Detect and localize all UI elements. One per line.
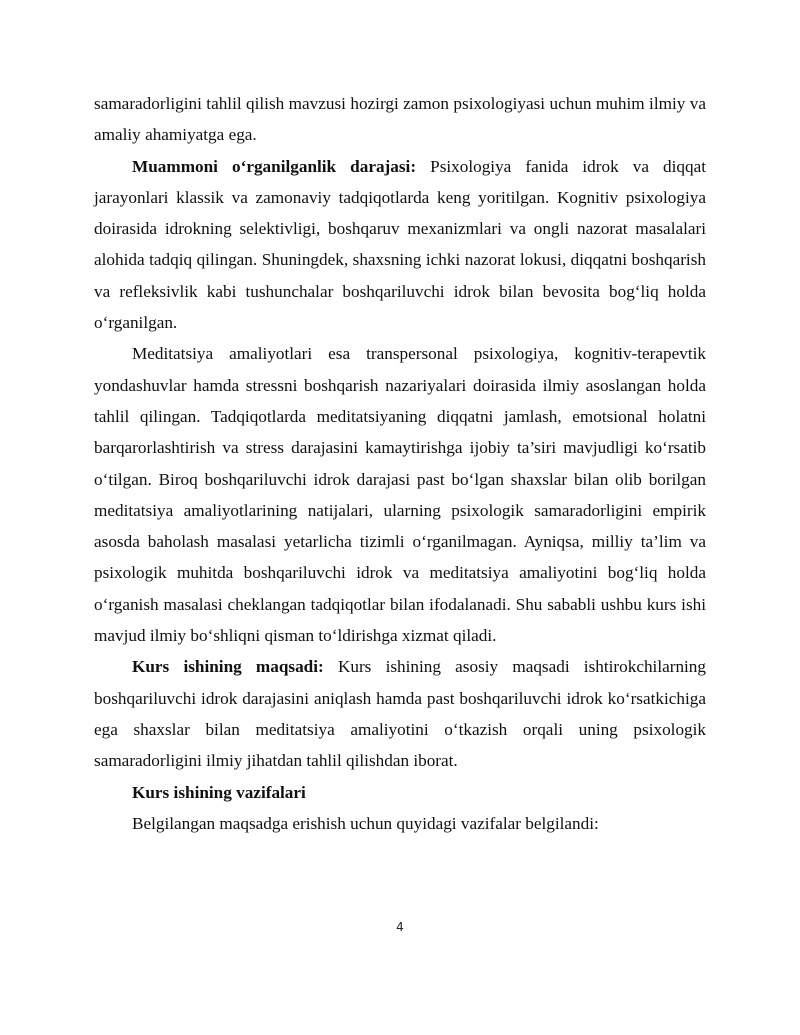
paragraph-goal	[94, 651, 706, 776]
heading-text: Kurs ishining vazifalari	[132, 782, 306, 802]
paragraph-text: Psixologiya fanida idrok va diqqat jarayonlari klassik va zamonaviy tadqiqotlarda keng yoritilgan. Kognitiv psixologiya doirasida idrokning selektivligi, boshqaruv mexanizmlari va ongli nazorat masalalari alohida tadqiq qilingan. Shuningdek, shaxsning ichki nazorat lokusi, diqqatni boshqarish va refleksivlik kabi tushunchalar boshqariluvchi idrok bilan bevosita bog‘liq holda o‘rganilgan.	[94, 156, 706, 333]
paragraph-text: samaradorligini tahlil qilish mavzusi hozirgi zamon psixologiyasi uchun muhim ilmiy va amaliy ahamiyatga ega.	[94, 94, 706, 145]
paragraph-intro-continuation	[94, 88, 706, 151]
paragraph-heading: Muammoni o‘rganilganlik darajasi:	[132, 156, 417, 176]
paragraph-text: Meditatsiya amaliyotlari esa transpersonal psixologiya, kognitiv-terapevtik yondashuvlar hamda stressni boshqarish nazariyalari doirasida ilmiy asoslangan holda tahlil qilingan. Tadqiqotlarda meditatsiyaning diqqatni jamlash, emotsional holatni barqarorlashtirish va stress darajasini kamaytirishga ijobiy ta’siri mavjudligi ko‘rsatib o‘tilgan. Biroq boshqariluvchi idrok darajasi past bo‘lgan shaxslar bilan olib borilgan meditatsiya amaliyotlarining natijalari, ularning psixologik samaradorligini empirik asosda baholash masalasi yetarlicha tizimli o‘rganilmagan. Ayniqsa, milliy ta’lim va psixologik muhitda boshqariluvchi idrok va meditatsiya amaliyotini bog‘liq holda o‘rganish masalasi cheklangan tadqiqotlar bilan ifodalanadi. Shu sababli ushbu kurs ishi mavjud ilmiy bo‘shliqni qisman to‘ldirishga xizmat qiladi.	[94, 344, 706, 646]
paragraph-text: Kurs ishining asosiy maqsadi ishtirokchilarning boshqariluvchi idrok darajasini aniqlash hamda past boshqariluvchi idrok ko‘rsatkichiga ega shaxslar bilan meditatsiya amaliyotini o‘tkazish orqali uning psixologik samaradorligini ilmiy jihatdan tahlil qilishdan iborat.	[94, 657, 706, 771]
page-number: 4	[396, 920, 404, 934]
section-heading-tasks	[94, 777, 706, 808]
paragraph-text: Belgilangan maqsadga erishish uchun quyidagi vazifalar belgilandi:	[132, 813, 599, 833]
paragraph-heading: Kurs ishining maqsadi:	[132, 657, 324, 677]
paragraph-tasks-intro	[94, 808, 706, 839]
paragraph-meditation	[94, 338, 706, 651]
paragraph-research-degree	[94, 151, 706, 339]
document-page	[94, 88, 706, 839]
